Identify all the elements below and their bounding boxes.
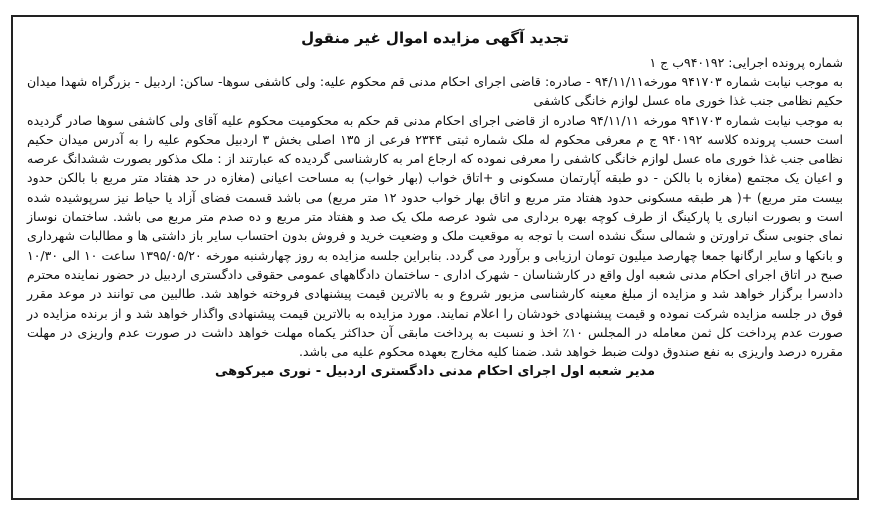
case-number: شماره پرونده اجرایی: ۹۴۰۱۹۲ب ج ۱ xyxy=(649,55,843,70)
notice-title: تجدید آگهی مزایده اموال غیر منقول xyxy=(301,29,569,47)
notice-signature: مدیر شعبه اول اجرای احکام مدنی دادگستری اردبیل - نوری میرکوهی xyxy=(214,364,656,380)
notice-paragraph-2: به موجب نیابت شماره ۹۴۱۷۰۳ مورخه ۹۴/۱۱/۱۱ صادره از قاضی اجرای احکام مدنی قم حکم به محکومیت محکوم علیه آقای ولی کاشفی سوها صادر گردیده است حسب پرونده کلاسه ۹۴۰۱۹۲ ج م معرفی محکوم له ملک شماره ثبتی ۲۳۴۴ فرعی از ۱۳۵ اصلی بخش ۳ اردبیل محکوم علیه را به آدرس میدان حکیم نظامی جنب غذا خوری ماه عسل لوازم خانگی کاشفی را معرفی نموده که ارجاع امر به کارشناسی گردیده که عبارتند از : ملک مذکور بصورت ششدانگ عرصه و اعیان یک مجتمع (مغازه با بالکن - دو طبقه آپارتمان مسکونی و +اتاق خواب (بهار خواب) به مساحت اعیانی (مغازه در حد هفتاد متر مربع با بالکن حدود بیست متر مربع) +( هر طبقه مسکونی حدود هفتاد متر مربع و اتاق بهار خواب حدود ۱۲ متر مربع) می باشد قسمت فضای آزاد یا حیاط نیز سرپوشیده شده است و بصورت انباری یا پارکینگ از طرف کوچه بهره برداری می شود عرصه ملک یک صد و هفتاد متر مربع و ده صدم متر مربع می باشد. ساختمان نوساز نمای جنوبی سنگ تراورتن و شمالی سنگ نشده است با توجه به موقعیت ملک و وضعیت خرید و فروش بدون احتساب سایر باز داشتی ها و مطالبات شهرداری و بانکها و سایر ارگانها جمعا چهارصد میلیون تومان ارزیابی و برآورد می گردد. بنابراین جلسه مزایده به روز چهارشنبه مورخه ۱۳۹۵/۰۵/۲۰ ساعت ۱۰ الی ۱۰/۳۰ صبح در اتاق اجرای احکام مدنی شعبه اول واقع در کارشناسان - شهرک اداری - ساختمان دادگاههای عمومی حقوقی دادگستری اردبیل در حضور نماینده محترم دادسرا برگزار خواهد شد و مزایده از مبلغ معینه کارشناسی مزبور شروع و به بالاترین قیمت پیشنهادی فروخته خواهد شد. طالبین می توانند در موعد مقرر فوق در جلسه مزایده شرکت نموده و قیمت پیشنهادی خودشان را اعلام نمایند. مورد مزایده به بالاترین قیمت پیشنهادی واگذار خواهد شد و از برنده مزایده در صورت عدم پرداخت کل ثمن معامله در المجلس ۱۰٪ اخذ و نسبت به پرداخت مابقی آن حداکثر یکماه مهلت خواهد داشت در صورت عدم واریزی در مهلت مقرره درصد واریزی به نفع صندوق دولت ضبط خواهد شد. ضمنا کلیه مخارج بعهده محکوم علیه می باشد. xyxy=(27,112,844,360)
notice-body xyxy=(13,17,857,382)
notice-paragraph-1: به موجب نیابت شماره ۹۴۱۷۰۳ مورخه۹۴/۱۱/۱۱ - صادره: قاضی اجرای احکام مدنی قم محکوم علیه: ولی کاشفی سوها- ساکن: اردبیل - بزرگراه شهدا میدان حکیم نظامی جنب غذا خوری ماه عسل لوازم خانگی کاشفی xyxy=(27,74,844,109)
notice-frame xyxy=(11,15,859,500)
